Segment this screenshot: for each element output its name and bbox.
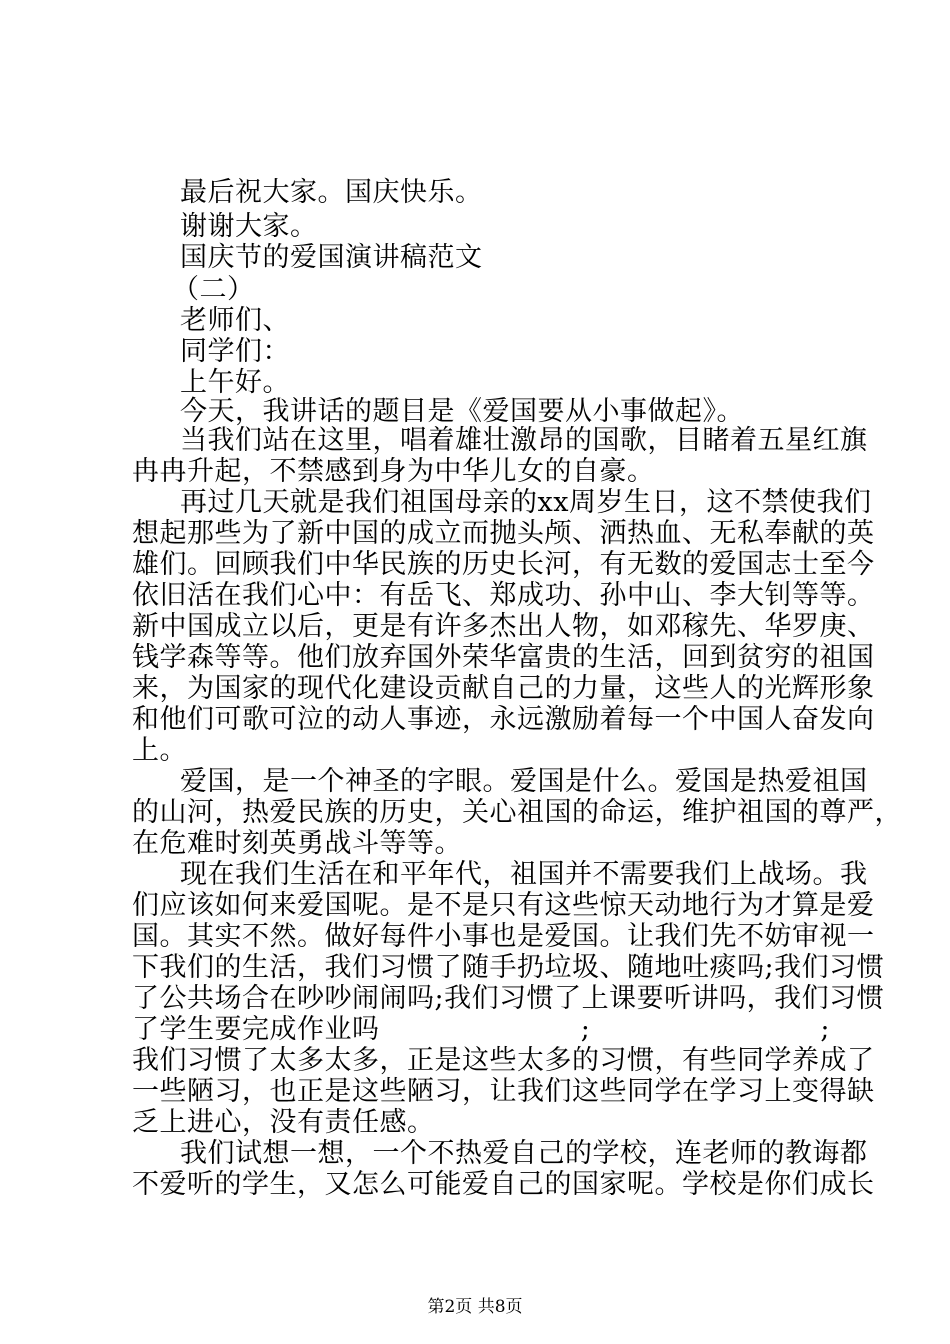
paragraph-line: 上。 (132, 735, 187, 766)
paragraph-line: 国。其实不然。做好每件小事也是爱国。让我们先不妨审视一 (132, 921, 875, 952)
paragraph-line: 新中国成立以后，更是有许多杰出人物，如邓稼先、华罗庚、 (132, 611, 875, 642)
page-footer: 第2页 共8页 (427, 1297, 523, 1317)
gap-line-mark: ; (820, 1014, 830, 1045)
paragraph-line: 当我们站在这里，唱着雄壮激昂的国歌，目睹着五星红旗 (180, 425, 868, 456)
paragraph-line: 不爱听的学生，又怎么可能爱自己的国家呢。学校是你们成长 (132, 1169, 875, 1200)
paragraph-line: 在危难时刻英勇战斗等等。 (132, 828, 462, 859)
gap-line-text: 了学生要完成作业吗 (132, 1014, 380, 1045)
paragraph-line: 爱国，是一个神圣的字眼。爱国是什么。爱国是热爱祖国 (180, 766, 868, 797)
salutation-line: 老师们、 (180, 305, 290, 336)
paragraph-line: 一些陋习，也正是这些陋习，让我们这些同学在学习上变得缺 (132, 1076, 875, 1107)
paragraph-line: 现在我们生活在和平年代，祖国并不需要我们上战场。我 (180, 859, 868, 890)
paragraph-line: 依旧活在我们心中：有岳飞、郑成功、孙中山、李大钊等等。 (132, 580, 875, 611)
salutation-line: 同学们： (180, 336, 290, 367)
text-line: 谢谢大家。 (180, 211, 318, 242)
paragraph-line: 和他们可歌可泣的动人事迹，永远激励着每一个中国人奋发向 (132, 704, 875, 735)
paragraph-line: 乏上进心，没有责任感。 (132, 1107, 435, 1138)
paragraph-line: 钱学森等等。他们放弃国外荣华富贵的生活，回到贫穷的祖国 (132, 642, 875, 673)
paragraph-line: 了公共场合在吵吵闹闹吗;我们习惯了上课要听讲吗，我们习惯 (132, 983, 885, 1014)
gap-line-mark: ; (580, 1014, 591, 1045)
paragraph-line: 来，为国家的现代化建设贡献自己的力量，这些人的光辉形象 (132, 673, 875, 704)
paragraph-line: 们应该如何来爱国呢。是不是只有这些惊天动地行为才算是爱 (132, 890, 875, 921)
paragraph-line: 我们试想一想，一个不热爱自己的学校，连老师的教诲都 (180, 1138, 868, 1169)
paragraph-line: 想起那些为了新中国的成立而抛头颅、洒热血、无私奉献的英 (132, 518, 875, 549)
greeting-line: 上午好。 (180, 367, 290, 398)
paragraph-line: 我们习惯了太多太多，正是这些太多的习惯，有些同学养成了 (132, 1045, 875, 1076)
paragraph-line: 再过几天就是我们祖国母亲的xx周岁生日，这不禁使我们 (180, 487, 872, 518)
paragraph-line: 雄们。回顾我们中华民族的历史长河，有无数的爱国志士至今 (132, 549, 875, 580)
paragraph-line: 的山河，热爱民族的历史，关心祖国的命运，维护祖国的尊严， (132, 797, 902, 828)
section-subtitle: （二） (172, 274, 255, 305)
section-title: 国庆节的爱国演讲稿范文 (180, 242, 483, 273)
text-line: 今天，我讲话的题目是《爱国要从小事做起》。 (180, 396, 744, 427)
paragraph-line-gap (132, 1013, 830, 1047)
paragraph-line: 下我们的生活，我们习惯了随手扔垃圾、随地吐痰吗;我们习惯 (132, 952, 885, 983)
paragraph-line: 冉冉升起，不禁感到身为中华儿女的自豪。 (132, 456, 655, 487)
text-line: 最后祝大家。国庆快乐。 (180, 177, 483, 208)
